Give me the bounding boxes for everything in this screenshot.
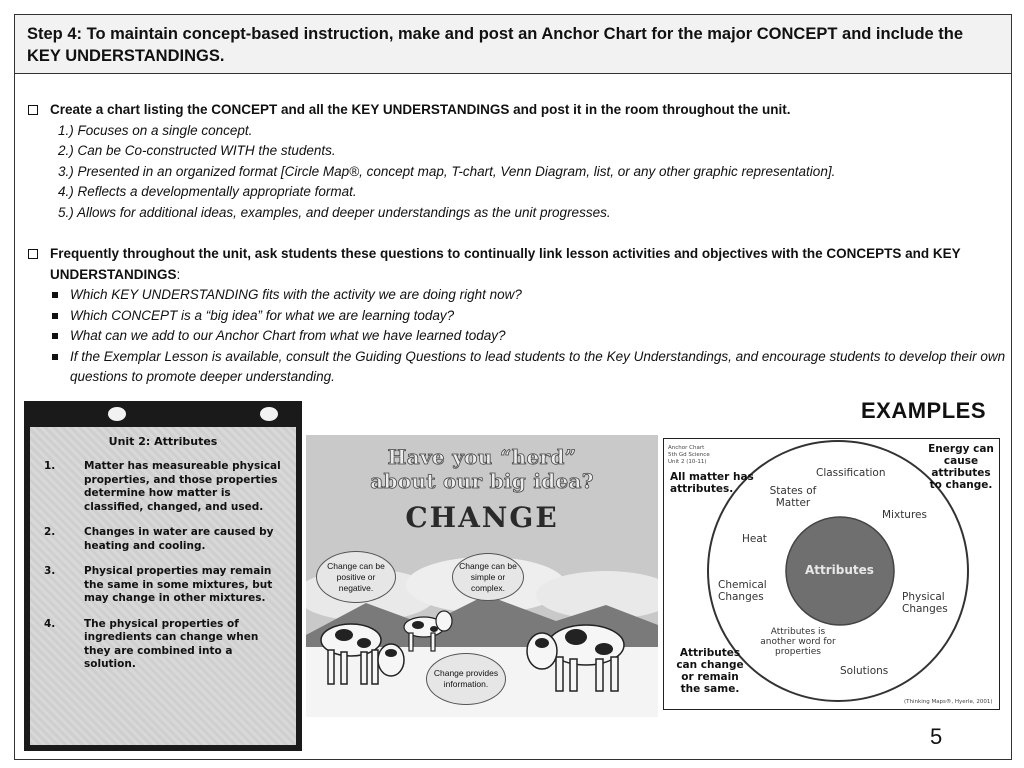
question-item: What can we add to our Anchor Chart from what we have learned today? (52, 326, 1008, 347)
circle-map-image (663, 438, 1000, 710)
checkbox-bullet-icon (28, 105, 38, 115)
ring-term: States of Matter (769, 485, 817, 509)
chart-instructions (28, 100, 1008, 223)
criteria-item: 2.) Can be Co-constructed WITH the students. (58, 143, 336, 158)
question-list (28, 285, 1008, 388)
questions-lead-colon: : (176, 266, 181, 282)
poster-headline-line2: about our big idea? (370, 469, 594, 493)
question-item: If the Exemplar Lesson is available, consult the Guiding Questions to lead students to the Key Understandings, and encourage students to develop their own questions to promote deeper understanding. (52, 347, 1008, 388)
criteria-item: 5.) Allows for additional ideas, examples, and deeper understandings as the unit progresses. (58, 204, 611, 220)
chart-meta-line: Unit 2 (10-11) (668, 459, 707, 465)
criteria-list (28, 121, 1008, 224)
questions-lead (28, 244, 1008, 285)
ring-term: Solutions (840, 665, 889, 677)
step-header (14, 14, 1012, 74)
chart-meta-line: 5th Gd Science (668, 452, 710, 458)
square-bullet-icon (52, 313, 58, 319)
poster-concept-word: CHANGE (405, 501, 559, 534)
instruction-lead-text: Create a chart listing the CONCEPT and all the KEY UNDERSTANDINGS and post it in the room throughout the unit. (50, 102, 791, 117)
chart-meta-line: Anchor Chart (668, 445, 705, 451)
anchor-chart-item: 1. Matter has measureable physical properties, and those properties determine how matter is classified, changed, and used. (44, 460, 281, 513)
frame-note: Energy can cause attributes to change. (928, 443, 994, 491)
change-poster-image (306, 435, 658, 717)
questions-lead-text: Frequently throughout the unit, ask students these questions to continually link lesson activities and objectives with the CONCEPTS and KEY UNDERSTANDINGS (50, 246, 961, 282)
square-bullet-icon (52, 292, 58, 298)
examples-heading: EXAMPLES (860, 398, 986, 423)
anchor-chart-item: 3. Physical properties may remain the same in some mixtures, but may change in other mixtures. (44, 565, 273, 604)
circle-map-center: Attributes (805, 563, 874, 577)
board-hole (108, 407, 126, 421)
criteria-item: 3.) Presented in an organized format [Circle Map®, concept map, T-chart, Venn Diagram, list, or any other graphic representation]. (58, 163, 836, 179)
anchor-chart-title: Unit 2: Attributes (108, 435, 218, 448)
question-item: Which KEY UNDERSTANDING fits with the activity we are doing right now? (52, 285, 1008, 306)
criteria-item: 1.) Focuses on a single concept. (58, 122, 253, 138)
anchor-chart-item: 4. The physical properties of ingredients can change when they are combined into a solution. (44, 617, 259, 670)
board-hole (260, 407, 278, 421)
instruction-lead (28, 100, 1008, 121)
frame-note: All matter has attributes. (670, 471, 754, 495)
ring-term: Classification (816, 467, 886, 479)
square-bullet-icon (52, 333, 58, 339)
thought-bubble: Change provides information. (426, 653, 506, 705)
step-title: Step 4: To maintain concept-based instruction, make and post an Anchor Chart for the major CONCEPT and include the KEY UNDERSTANDINGS. (27, 25, 964, 65)
frame-note: Attributes can change or remain the same. (676, 647, 744, 695)
circle-map-credit: (Thinking Maps®, Hyerle, 2001) (904, 699, 993, 705)
ring-term: Physical Changes (902, 591, 948, 615)
thought-bubble: Change can be positive or negative. (316, 551, 396, 603)
anchor-chart-paper (30, 427, 296, 745)
thought-bubble: Change can be simple or complex. (452, 553, 524, 601)
questions-section (28, 244, 1008, 388)
ring-term: Chemical Changes (718, 579, 767, 603)
page-number: 5 (930, 724, 943, 749)
criteria-item: 4.) Reflects a developmentally appropriate format. (58, 184, 357, 199)
poster-headline-line1: Have you “herd” (387, 445, 577, 469)
anchor-chart-item: 2. Changes in water are caused by heating and cooling. (44, 526, 274, 552)
square-bullet-icon (52, 354, 58, 360)
checkbox-bullet-icon (28, 249, 38, 259)
question-item: Which CONCEPT is a “big idea” for what we are learning today? (52, 306, 1008, 327)
ring-term: Heat (742, 533, 767, 545)
anchor-chart-board-image (24, 401, 302, 751)
ring-term: Mixtures (882, 509, 927, 521)
ring-term: Attributes is another word for properties (760, 627, 836, 657)
